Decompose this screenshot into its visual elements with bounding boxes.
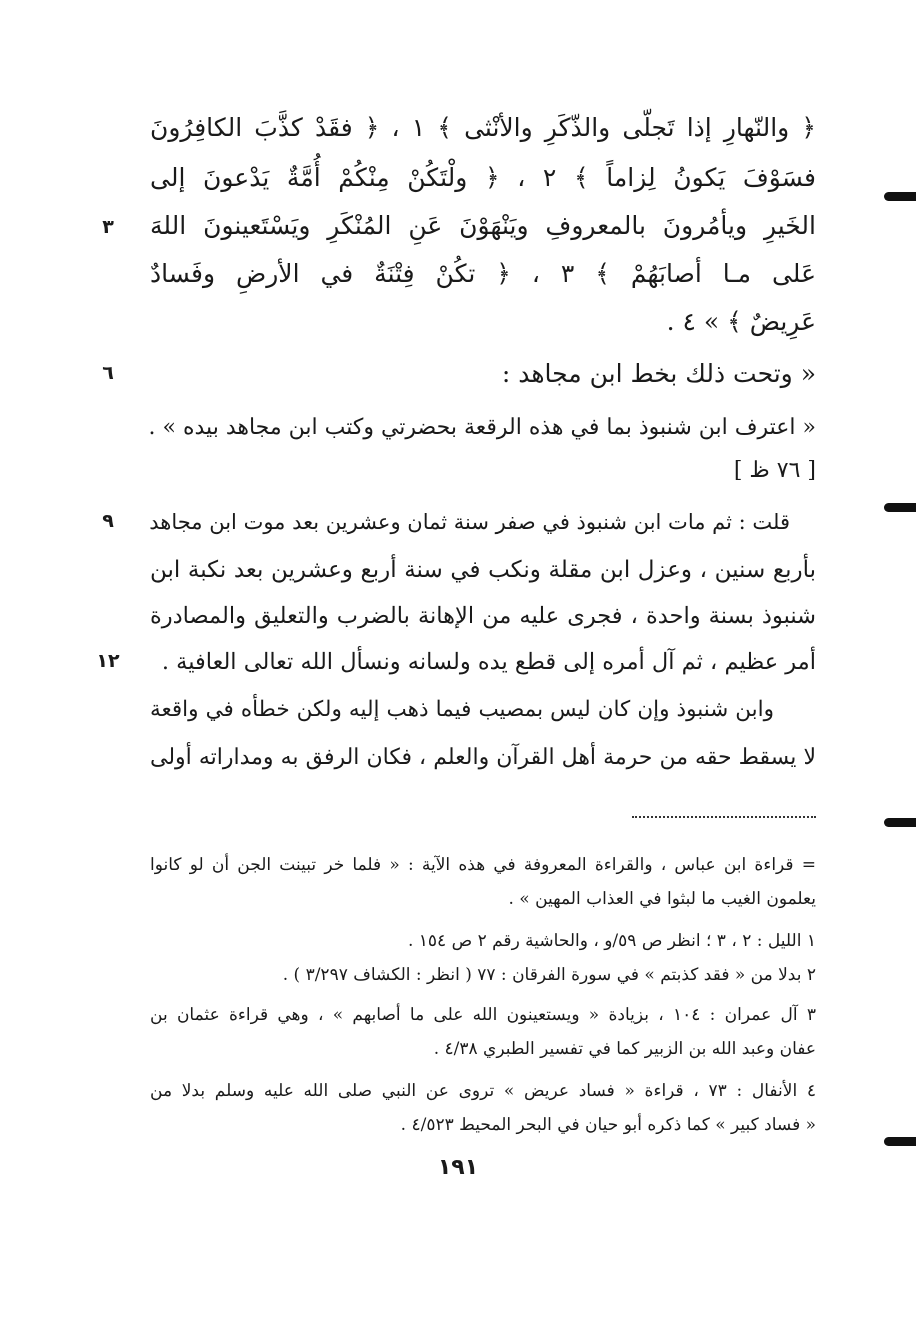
folio-marker: [ ٧٦ ظ ] (733, 458, 816, 483)
main-text-line: فسَوْفَ يَكونُ لِزاماً ﴾ ٢ ، ﴿ ولْتَكُنْ مِنْكُمْ أُمَّةٌ يَدْعونَ إلى (150, 163, 816, 192)
main-text-line: وابن شنبوذ وإن كان ليس بمصيب فيما ذهب إليه ولكن خطأه في واقعة (150, 697, 774, 722)
scan-edge-mark (884, 818, 916, 827)
footnote-line: عفان وعبد الله بن الزبير كما في تفسير الطبري ٤/٣٨ . (433, 1039, 816, 1059)
main-text-line: عَلى مـا أصابَهُمْ ﴾ ٣ ، ﴿ تكُنْ فِتْنَةٌ في الأرضِ وفَسادٌ (150, 259, 816, 288)
main-text-line: قلت : ثم مات ابن شنبوذ في صفر سنة ثمان وعشرين بعد موت ابن مجاهد (149, 510, 790, 534)
footnote-line: = قراءة ابن عباس ، والقراءة المعروفة في هذه الآية : « فلما خر تبينت الجن أن لو كانوا (150, 855, 816, 875)
main-text-line: عَرِيضٌ ﴾ » ٤ . (666, 307, 816, 336)
line-number: ٩ (102, 510, 114, 532)
footnote-line: ٣ آل عمران : ١٠٤ ، بزيادة « ويستعينون الله على ما أصابهم » ، وهي قراءة عثمان بن (150, 1005, 816, 1025)
main-text-line: « اعترف ابن شنبوذ بما في هذه الرقعة بحضرتي وكتب ابن مجاهد بيده » . (148, 415, 816, 440)
scan-edge-mark (884, 1137, 916, 1146)
line-number: ٣ (102, 216, 114, 238)
main-text-line: بأربع سنين ، وعزل ابن مقلة ونكب في سنة أربع وعشرين بعد نكبة ابن (150, 557, 816, 583)
main-text-line: شنبوذ بسنة واحدة ، فجرى عليه من الإهانة بالضرب والتعليق والمصادرة (150, 603, 816, 629)
main-text-line: لا يسقط حقه من حرمة أهل القرآن والعلم ، فكان الرفق به ومداراته أولى (150, 745, 816, 770)
main-text-line: الخَيرِ ويأمُرونَ بالمعروفِ ويَنْهَوْنَ عَنِ المُنْكَرِ ويَسْتَعينونَ اللهَ (150, 211, 816, 240)
footnote-line: ٤ الأنفال : ٧٣ ، قراءة « فساد عريض » تروى عن النبي صلى الله عليه وسلم بدلا من (150, 1081, 816, 1101)
footnote-line: ٢ بدلا من « فقد كذبتم » في سورة الفرقان : ٧٧ ( انظر : الكشاف ٣/٢٩٧ ) . (282, 965, 816, 985)
line-number: ٦ (102, 362, 114, 384)
scan-edge-mark (884, 503, 916, 512)
scan-edge-mark (884, 192, 916, 201)
footnote-line: « فساد كبير » كما ذكره أبو حيان في البحر المحيط ٤/٥٢٣ . (400, 1115, 816, 1135)
footnote-line: ١ الليل : ٢ ، ٣ ؛ انظر ص ٥٩/و ، والحاشية رقم ٢ ص ١٥٤ . (407, 931, 816, 951)
footnote-line: يعلمون الغيب ما لبثوا في العذاب المهين » . (508, 889, 816, 909)
main-text-line: « وتحت ذلك بخط ابن مجاهد : (501, 359, 816, 388)
main-text-line: ﴿ والنّهارِ إذا تَجلّى والذّكَرِ والأنْثى ﴾ ١ ، ﴿ فقَدْ كذَّبَ الكافِرُونَ (150, 113, 816, 142)
footnote-divider (632, 816, 816, 818)
page-number: ١٩١ (437, 1155, 479, 1180)
line-number: ١٢ (96, 650, 120, 672)
main-text-line: أمر عظيم ، ثم آل أمره إلى قطع يده ولسانه ونسأل الله تعالى العافية . (161, 649, 816, 675)
